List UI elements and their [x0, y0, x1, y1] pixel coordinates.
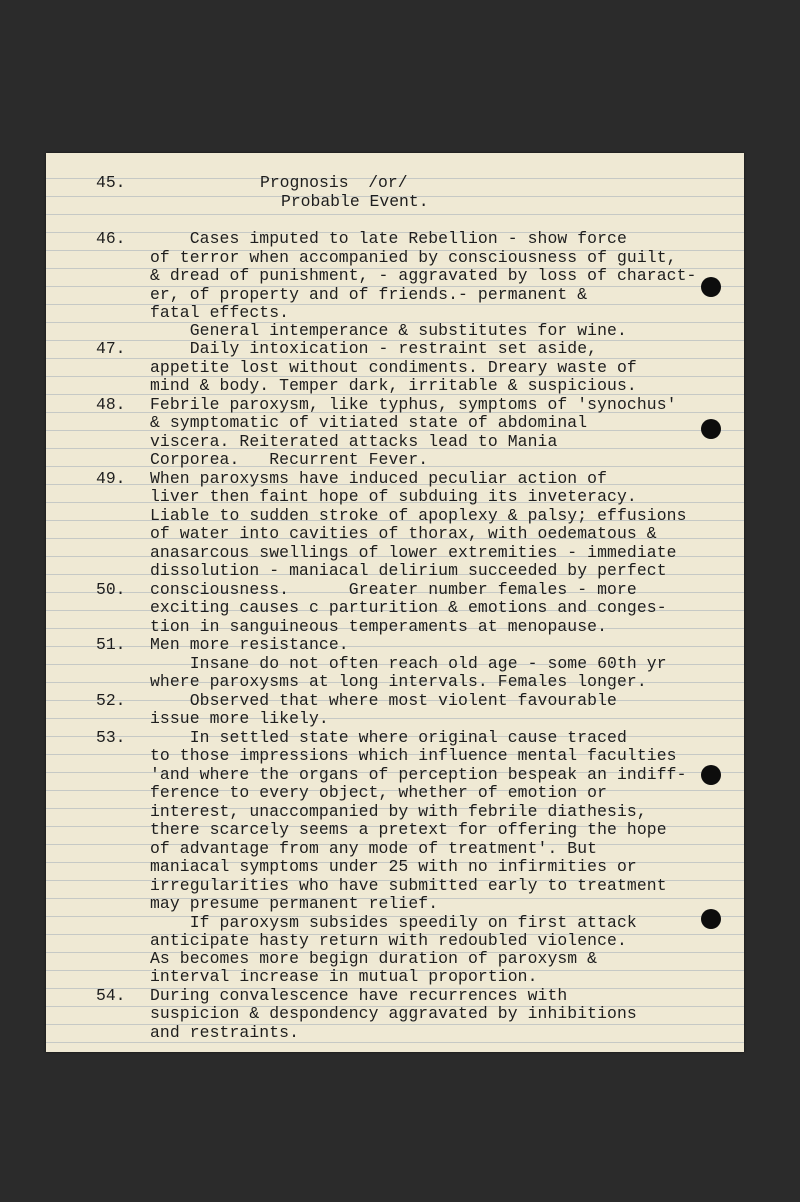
text-line: issue more likely. [150, 709, 329, 728]
text-line: of water into cavities of thorax, with oedematous & [150, 524, 657, 543]
text-line: In settled state where original cause traced [150, 728, 627, 747]
text-line: liver then faint hope of subduing its inveteracy. [150, 487, 637, 506]
text-line: Daily intoxication - restraint set aside, [150, 339, 598, 358]
punch-hole [701, 765, 721, 785]
text-line: of advantage from any mode of treatment'. But [150, 839, 598, 858]
text-line: viscera. Reiterated attacks lead to Mania [150, 432, 558, 451]
text-line: If paroxysm subsides speedily on first attack [150, 913, 637, 932]
typed-page [46, 153, 744, 1052]
text-line: of terror when accompanied by consciousness of guilt, [150, 248, 677, 267]
text-line: consciousness. Greater number females - more [150, 580, 637, 599]
text-line: dissolution - maniacal delirium succeeded by perfect [150, 561, 667, 580]
heading-line-1: Prognosis /or/ [260, 173, 408, 192]
text-line: anasarcous swellings of lower extremities - immediate [150, 543, 677, 562]
text-line: may presume permanent relief. [150, 894, 439, 913]
text-line: Corporea. Recurrent Fever. [150, 450, 429, 469]
text-line: Cases imputed to late Rebellion - show force [150, 229, 627, 248]
text-line: there scarcely seems a pretext for offering the hope [150, 820, 667, 839]
paragraph-number: 50. [96, 580, 126, 599]
text-line: appetite lost without condiments. Dreary waste of [150, 358, 637, 377]
text-line: er, of property and of friends.- permanent & [150, 285, 588, 304]
text-line: to those impressions which influence mental faculties [150, 746, 677, 765]
text-line: interest, unaccompanied by with febrile diathesis, [150, 802, 647, 821]
text-line: As becomes more begign duration of paroxysm & [150, 949, 598, 968]
heading-line-2: Probable Event. [281, 192, 429, 211]
text-line: and restraints. [150, 1023, 300, 1042]
paragraph-number: 48. [96, 395, 126, 414]
text-line: where paroxysms at long intervals. Females longer. [150, 672, 647, 691]
punch-hole [701, 909, 721, 929]
paragraph-number: 54. [96, 986, 126, 1005]
text-line: ference to every object, whether of emotion or [150, 783, 608, 802]
text-line: Men more resistance. [150, 635, 349, 654]
text-line: General intemperance & substitutes for wine. [150, 321, 627, 340]
text-line: & symptomatic of vitiated state of abdominal [150, 413, 588, 432]
paragraph-number: 46. [96, 229, 126, 248]
text-line: Observed that where most violent favourable [150, 691, 617, 710]
page-text [46, 153, 744, 1052]
text-line: & dread of punishment, - aggravated by loss of charact- [150, 266, 697, 285]
paragraph-number: 45. [96, 173, 126, 192]
paragraph-number: 51. [96, 635, 126, 654]
text-line: tion in sanguineous temperaments at menopause. [150, 617, 608, 636]
punch-hole [701, 277, 721, 297]
text-line: Insane do not often reach old age - some 60th yr [150, 654, 667, 673]
text-line: irregularities who have submitted early to treatment [150, 876, 667, 895]
text-line: anticipate hasty return with redoubled violence. [150, 931, 627, 950]
text-line: When paroxysms have induced peculiar action of [150, 469, 608, 488]
text-line: Febrile paroxysm, like typhus, symptoms of 'synochus' [150, 395, 677, 414]
paragraph-number: 52. [96, 691, 126, 710]
paragraph-number: 53. [96, 728, 126, 747]
text-line: fatal effects. [150, 303, 290, 322]
text-line: maniacal symptoms under 25 with no infirmities or [150, 857, 637, 876]
text-line: 'and where the organs of perception bespeak an indiff- [150, 765, 687, 784]
punch-hole [701, 419, 721, 439]
text-line: mind & body. Temper dark, irritable & suspicious. [150, 376, 637, 395]
text-line: Liable to sudden stroke of apoplexy & palsy; effusions [150, 506, 687, 525]
paragraph-number: 49. [96, 469, 126, 488]
text-line: interval increase in mutual proportion. [150, 967, 538, 986]
text-line: exciting causes c parturition & emotions and conges- [150, 598, 667, 617]
paragraph-number: 47. [96, 339, 126, 358]
text-line: During convalescence have recurrences with [150, 986, 568, 1005]
text-line: suspicion & despondency aggravated by inhibitions [150, 1004, 637, 1023]
